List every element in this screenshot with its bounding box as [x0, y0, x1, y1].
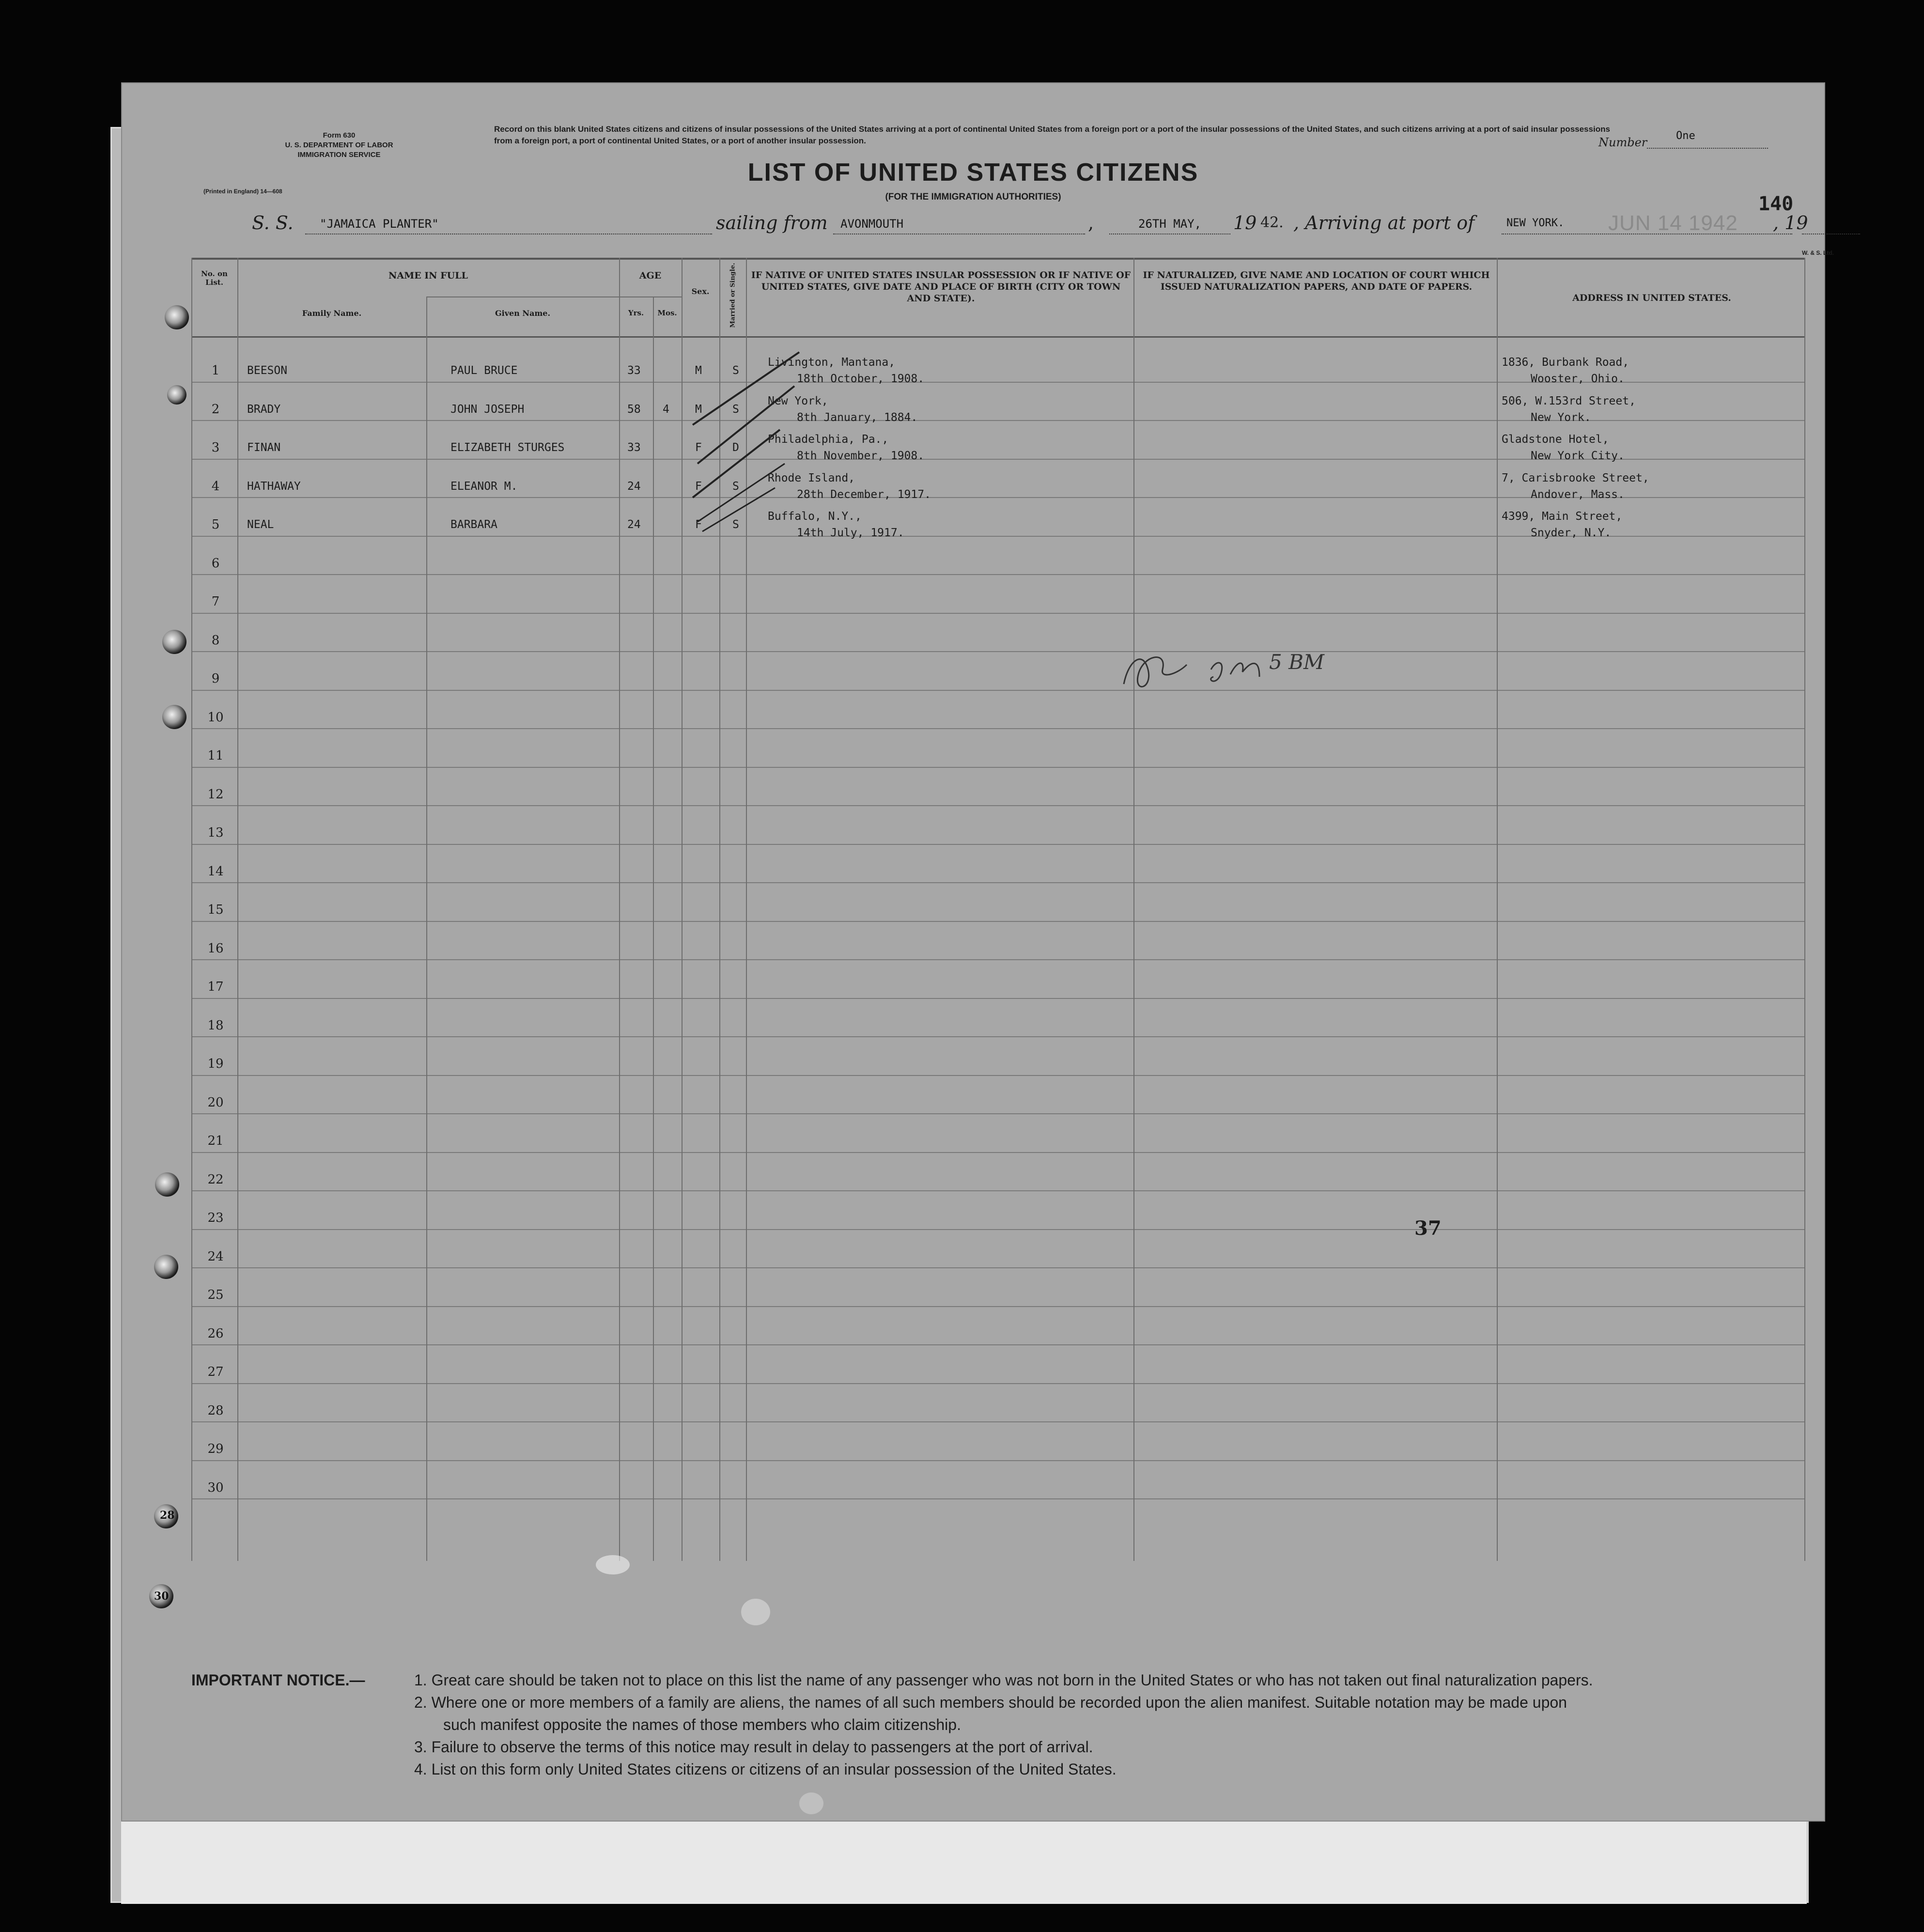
- row-number: 18: [207, 1018, 224, 1033]
- row-number: 15: [207, 903, 224, 917]
- punch-hole: [162, 630, 186, 654]
- row-number: 5: [211, 517, 220, 532]
- family-name-cell: BEESON: [247, 364, 288, 377]
- header-bottom-border: [191, 336, 1804, 338]
- notice-item-2b: such manifest opposite the names of those members who claim citizenship.: [443, 1716, 961, 1733]
- age-years-cell: 33: [627, 441, 641, 454]
- table-top-border: [191, 258, 1804, 260]
- row-number: 20: [207, 1095, 224, 1110]
- family-name-cell: NEAL: [247, 518, 274, 531]
- number-underline: [1647, 148, 1768, 149]
- marital-status-cell: D: [732, 441, 739, 454]
- row-line: [191, 805, 1804, 806]
- punch-hole: [154, 1255, 178, 1279]
- address-street-cell: 4399, Main Street,: [1502, 510, 1623, 523]
- col-line-family: [426, 296, 427, 1561]
- notice-item-1: 1. Great care should be taken not to place on this list the name of any passenger who was not born in the United States or who has not taken out final naturalization papers.: [414, 1671, 1593, 1689]
- address-city-cell: Snyder, N.Y.: [1531, 527, 1612, 539]
- given-name-cell: JOHN JOSEPH: [450, 403, 525, 416]
- punch-hole: [165, 305, 189, 329]
- row-number: 30: [207, 1480, 224, 1495]
- col-line-right: [1804, 258, 1805, 1561]
- form-number: Form 630: [323, 131, 356, 140]
- row-number: 6: [211, 556, 220, 571]
- department: U. S. DEPARTMENT OF LABOR: [285, 141, 393, 149]
- check-marks: [683, 333, 809, 536]
- row-number: 1: [211, 363, 220, 378]
- header-age: AGE: [639, 270, 662, 281]
- birthplace-cell: Livington, Mantana,: [768, 356, 896, 369]
- row-number: 21: [207, 1134, 224, 1148]
- birthdate-cell: 18th October, 1908.: [797, 373, 925, 385]
- sex-cell: F: [695, 518, 702, 531]
- age-years-cell: 24: [627, 518, 641, 531]
- row-line: [191, 1498, 1804, 1499]
- row-number: 22: [207, 1172, 224, 1187]
- row-number: 8: [211, 633, 220, 648]
- port-to: NEW YORK.: [1506, 217, 1565, 229]
- given-name-cell: BARBARA: [450, 518, 497, 531]
- notice-label: IMPORTANT NOTICE.—: [191, 1671, 365, 1689]
- row-line: [191, 1421, 1804, 1422]
- age-years-cell: 24: [627, 480, 641, 493]
- address-city-cell: Wooster, Ohio.: [1531, 373, 1625, 385]
- address-street-cell: 7, Carisbrooke Street,: [1502, 471, 1649, 484]
- sex-cell: M: [695, 364, 702, 377]
- instruction-text: Record on this blank United States citizens and citizens of insular possessions of the United States arriving at a port of continental United States from a foreign port or a port of the insular possessions of the United States, and such citizens arriving at a port of said insular possessions from a foreign port, a port of continental United States, or a port of another insular possession.: [494, 125, 1610, 145]
- birthdate-cell: 8th November, 1908.: [797, 450, 925, 462]
- address-street-cell: 1836, Burbank Road,: [1502, 356, 1629, 369]
- sailing-date: 26TH MAY,: [1138, 217, 1202, 231]
- page-subtitle: (FOR THE IMMIGRATION AUTHORITIES): [885, 192, 1061, 202]
- ss-label: S. S.: [252, 212, 294, 234]
- birthdate-cell: 14th July, 1917.: [797, 527, 904, 539]
- birthplace-cell: Rhode Island,: [768, 471, 855, 484]
- row-number: 29: [207, 1442, 224, 1456]
- address-street-cell: Gladstone Hotel,: [1502, 433, 1609, 446]
- header-name-in-full: NAME IN FULL: [388, 270, 468, 281]
- age-months-cell: 4: [663, 403, 669, 416]
- notice-item-2a: 2. Where one or more members of a family are aliens, the names of all such members should be recorded upon the alien manifest. Suitable notation may be made upon: [414, 1694, 1567, 1711]
- name-subheader-line: [426, 296, 619, 297]
- birthdate-cell: 28th December, 1917.: [797, 488, 931, 501]
- header-mos: Mos.: [657, 309, 677, 317]
- marital-status-cell: S: [732, 364, 739, 377]
- row-number: 19: [207, 1057, 224, 1071]
- sex-cell: F: [695, 441, 702, 454]
- row-number: 11: [207, 748, 224, 763]
- stamp-number: 37: [1414, 1217, 1442, 1240]
- stain: [596, 1555, 630, 1574]
- row-line: [191, 1267, 1804, 1268]
- row-number: 16: [207, 941, 224, 956]
- sailing-label: sailing from: [716, 212, 828, 234]
- header-birth: IF NATIVE OF UNITED STATES INSULAR POSSESSION OR IF NATIVE OF UNITED STATES, GIVE DATE AND PLACE OF BIRTH (CITY OR TOWN AND STATE).: [751, 270, 1131, 304]
- age-subheader-line: [619, 296, 682, 297]
- header-no-on-list: No. on List.: [201, 269, 228, 287]
- marital-status-cell: S: [732, 480, 739, 493]
- row-number: 13: [207, 826, 224, 840]
- age-years-cell: 58: [627, 403, 641, 416]
- manifest-sheet: [121, 82, 1834, 1822]
- stain: [799, 1792, 823, 1814]
- margin-number: 28: [160, 1509, 175, 1522]
- row-number: 3: [211, 440, 220, 455]
- notice-item-4: 4. List on this form only United States citizens or citizens of an insular possession of the United States.: [414, 1761, 1117, 1778]
- row-line: [191, 613, 1804, 614]
- col-line-mos: [682, 258, 683, 1561]
- row-number: 2: [211, 402, 220, 417]
- number-value: One: [1676, 130, 1695, 142]
- row-line: [191, 651, 1804, 652]
- family-name-cell: FINAN: [247, 441, 281, 454]
- printer-mark: W. & S. Ltd.: [1802, 249, 1834, 256]
- given-name-cell: ELEANOR M.: [450, 480, 518, 493]
- row-number: 4: [211, 479, 220, 494]
- sex-cell: M: [695, 403, 702, 416]
- row-line: [191, 1344, 1804, 1345]
- row-line: [191, 1306, 1804, 1307]
- received-stamp: JUN 14 1942: [1608, 211, 1738, 235]
- year-suffix: 42.: [1260, 214, 1284, 231]
- handwritten-note: 5 BM: [1269, 650, 1324, 674]
- col-line-left: [191, 258, 192, 1561]
- col-line-yrs: [653, 296, 654, 1561]
- row-line: [191, 1152, 1804, 1153]
- year-prefix: 19: [1233, 212, 1257, 234]
- marital-status-cell: S: [732, 403, 739, 416]
- col-line-given: [619, 258, 620, 1561]
- family-name-cell: HATHAWAY: [247, 480, 301, 493]
- page-title: LIST OF UNITED STATES CITIZENS: [747, 158, 1199, 187]
- form-header-block: [262, 131, 417, 160]
- row-number: 7: [211, 594, 220, 609]
- row-line: [191, 959, 1804, 960]
- row-number: 23: [207, 1211, 224, 1225]
- header-yrs: Yrs.: [628, 309, 644, 317]
- punch-hole: [162, 705, 186, 729]
- age-years-cell: 33: [627, 364, 641, 377]
- comma-1: ,: [1088, 212, 1094, 234]
- header-married-single: Married or Single.: [729, 263, 737, 328]
- family-name-cell: BRADY: [247, 403, 281, 416]
- row-line: [191, 574, 1804, 575]
- port-from: AVONMOUTH: [840, 217, 904, 231]
- row-line: [191, 690, 1804, 691]
- row-number: 10: [207, 710, 224, 725]
- row-line: [191, 844, 1804, 845]
- ship-name: "JAMAICA PLANTER": [320, 217, 439, 231]
- row-line: [191, 882, 1804, 883]
- row-number: 12: [207, 787, 224, 802]
- stain: [741, 1599, 770, 1625]
- row-line: [191, 1460, 1804, 1461]
- number-label: Number: [1598, 136, 1647, 149]
- row-line: [191, 728, 1804, 729]
- header-family-name: Family Name.: [302, 309, 362, 318]
- row-number: 27: [207, 1365, 224, 1379]
- row-number: 26: [207, 1326, 224, 1341]
- given-name-cell: ELIZABETH STURGES: [450, 441, 565, 454]
- arriving-label: , Arriving at port of: [1293, 212, 1475, 234]
- row-line: [191, 1190, 1804, 1191]
- sheet-number: 140: [1758, 193, 1794, 215]
- address-city-cell: Andover, Mass.: [1531, 488, 1625, 501]
- year2: , 19: [1773, 212, 1808, 234]
- given-name-cell: PAUL BRUCE: [450, 364, 518, 377]
- row-line: [191, 1383, 1804, 1384]
- header-address: ADDRESS IN UNITED STATES.: [1572, 293, 1731, 303]
- row-line: [191, 998, 1804, 999]
- col-line-birth: [1133, 258, 1134, 1561]
- col-line-no: [237, 258, 238, 1561]
- row-number: 9: [211, 671, 220, 686]
- marital-status-cell: S: [732, 518, 739, 531]
- header-given-name: Given Name.: [495, 309, 551, 318]
- address-city-cell: New York.: [1531, 411, 1591, 424]
- notice-item-3: 3. Failure to observe the terms of this notice may result in delay to passengers at the port of arrival.: [414, 1738, 1093, 1756]
- address-street-cell: 506, W.153rd Street,: [1502, 394, 1636, 407]
- row-line: [191, 1229, 1804, 1230]
- printed-note: (Printed in England) 14—608: [203, 188, 282, 195]
- row-number: 14: [207, 864, 224, 879]
- header-naturalized: IF NATURALIZED, GIVE NAME AND LOCATION OF COURT WHICH ISSUED NATURALIZATION PAPERS, AND DATE OF PAPERS.: [1143, 270, 1490, 292]
- row-line: [191, 1075, 1804, 1076]
- birthplace-cell: New York,: [768, 394, 828, 407]
- row-number: 24: [207, 1249, 224, 1264]
- address-city-cell: New York City.: [1531, 450, 1625, 462]
- row-line: [191, 921, 1804, 922]
- service: IMMIGRATION SERVICE: [297, 151, 381, 159]
- row-number: 25: [207, 1288, 224, 1302]
- margin-number: 30: [154, 1590, 169, 1603]
- row-number: 28: [207, 1403, 224, 1418]
- handwritten-signature: [1114, 640, 1269, 699]
- punch-hole: [155, 1172, 179, 1197]
- sex-cell: F: [695, 480, 702, 493]
- birthplace-cell: Philadelphia, Pa.,: [768, 433, 889, 446]
- birthplace-cell: Buffalo, N.Y.,: [768, 510, 862, 523]
- birthdate-cell: 8th January, 1884.: [797, 411, 918, 424]
- row-line: [191, 1113, 1804, 1114]
- header-sex: Sex.: [691, 287, 710, 296]
- punch-hole: [167, 385, 186, 405]
- row-number: 17: [207, 980, 224, 994]
- row-line: [191, 767, 1804, 768]
- row-line: [191, 1036, 1804, 1037]
- col-line-natural: [1497, 258, 1498, 1561]
